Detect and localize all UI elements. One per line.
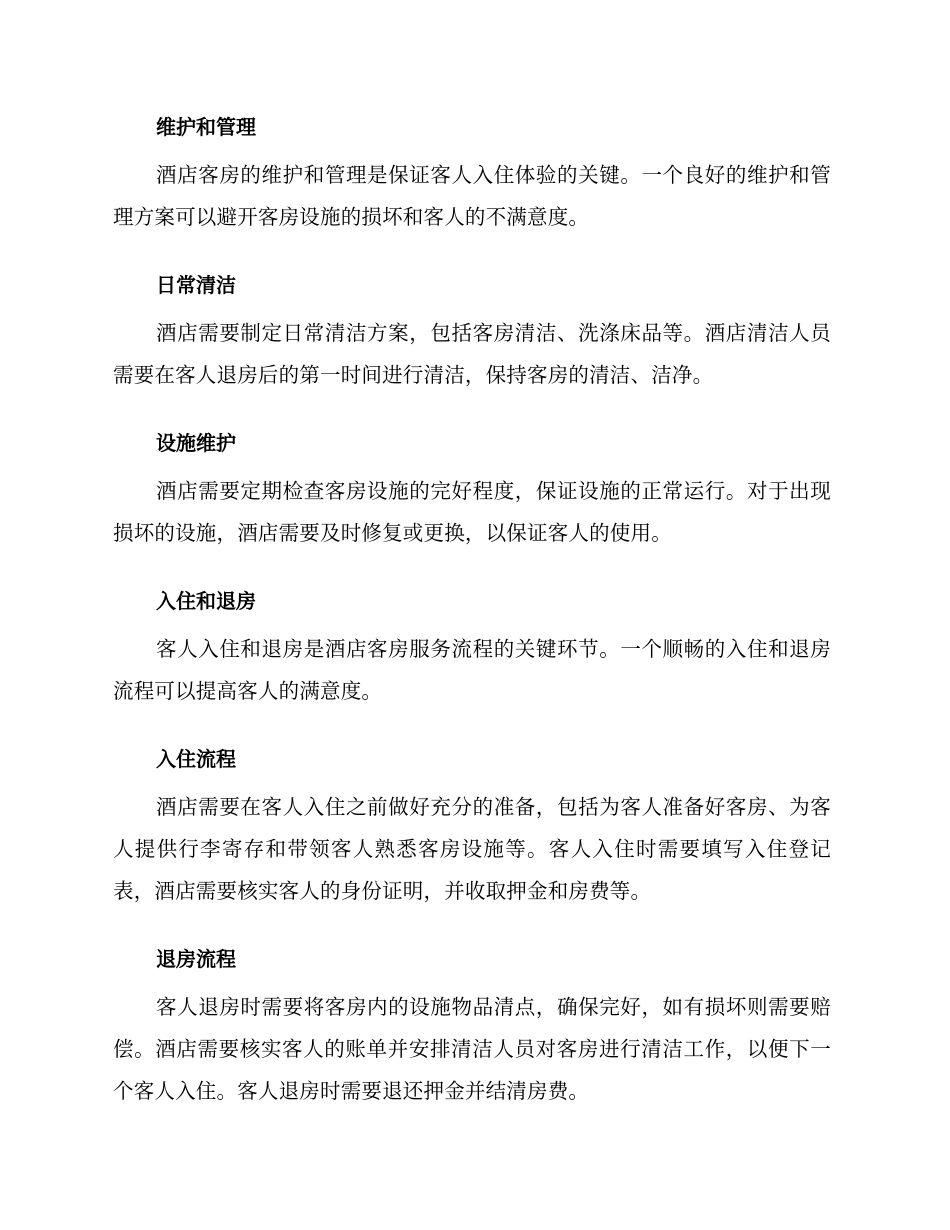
document-body [113, 106, 831, 1138]
section-paragraph: 酒店客房的维护和管理是保证客人入住体验的关键。一个良好的维护和管理方案可以避开客房设施的损坏和客人的不满意度。 [113, 163, 831, 229]
section-paragraph: 酒店需要定期检查客房设施的完好程度，保证设施的正常运行。对于出现损坏的设施，酒店需要及时修复或更换，以保证客人的使用。 [113, 479, 831, 545]
section-checkin-checkout [113, 580, 831, 712]
section-heading: 设施维护 [156, 431, 236, 455]
section-paragraph: 酒店需要在客人入住之前做好充分的准备，包括为客人准备好客房、为客人提供行李寄存和带领客人熟悉客房设施等。客人入住时需要填写入住登记表，酒店需要核实客人的身份证明，并收取押金和房费等。 [113, 795, 831, 903]
section-heading: 日常清洁 [156, 273, 236, 297]
section-facility-maintenance [113, 422, 831, 554]
section-checkout-process [113, 938, 831, 1112]
section-checkin-process [113, 738, 831, 912]
section-daily-cleaning [113, 264, 831, 396]
section-paragraph: 酒店需要制定日常清洁方案，包括客房清洁、洗涤床品等。酒店清洁人员需要在客人退房后的第一时间进行清洁，保持客房的清洁、洁净。 [113, 321, 831, 387]
section-heading: 维护和管理 [156, 115, 256, 139]
section-heading: 入住和退房 [156, 589, 256, 613]
section-maintenance [113, 106, 831, 238]
section-paragraph: 客人入住和退房是酒店客房服务流程的关键环节。一个顺畅的入住和退房流程可以提高客人的满意度。 [113, 637, 831, 703]
section-heading: 入住流程 [156, 747, 236, 771]
section-paragraph: 客人退房时需要将客房内的设施物品清点，确保完好，如有损坏则需要赔偿。酒店需要核实客人的账单并安排清洁人员对客房进行清洁工作，以便下一个客人入住。客人退房时需要退还押金并结清房费。 [113, 995, 831, 1103]
section-heading: 退房流程 [156, 947, 236, 971]
